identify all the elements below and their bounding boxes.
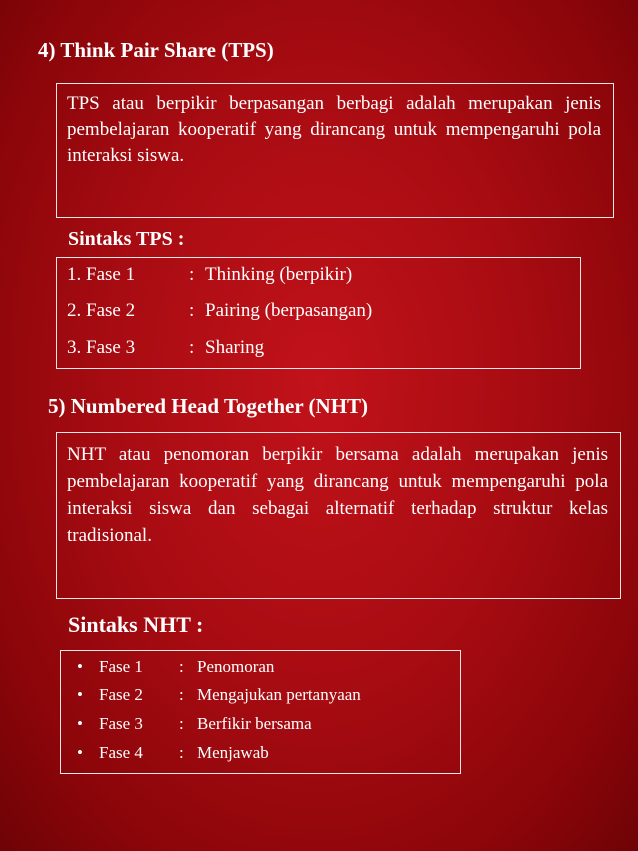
tps-phase-box [56,257,581,369]
bullet-icon: • [77,743,83,762]
tps-heading: 4) Think Pair Share (TPS) [38,38,274,62]
bullet-icon: • [77,685,83,704]
tps-definition-text: TPS atau berpikir berpasangan berbagi adalah merupakan jenis pembelajaran kooperatif yang dirancang untuk mempengaruhi pola interaksi siswa. [67,93,601,166]
tps-phase-desc: Pairing (berpasangan) [205,300,373,321]
tps-phase-sep: : [189,337,195,358]
nht-phase-box [60,650,461,774]
nht-phase-desc: Mengajukan pertanyaan [197,685,361,704]
nht-phase-sep: : [179,657,184,676]
nht-phase-sep: : [179,714,184,733]
tps-phase-label: 3. Fase 3 [67,337,136,358]
nht-phase-desc: Berfikir bersama [197,714,312,733]
tps-phase-label: 2. Fase 2 [67,300,136,321]
tps-syntax-title: Sintaks TPS : [68,228,185,250]
nht-phase-desc: Menjawab [197,743,269,762]
nht-phase-label: Fase 1 [99,657,143,676]
bullet-icon: • [77,657,83,676]
nht-phase-label: Fase 4 [99,743,143,762]
nht-heading: 5) Numbered Head Together (NHT) [48,394,369,418]
tps-phase-sep: : [189,264,195,285]
tps-definition-box [56,83,614,218]
nht-phase-sep: : [179,743,184,762]
nht-definition-box [56,432,621,599]
nht-phase-desc: Penomoran [197,657,275,676]
nht-phase-label: Fase 2 [99,685,143,704]
tps-phase-sep: : [189,300,195,321]
nht-syntax-title: Sintaks NHT : [68,612,204,637]
nht-definition-text: NHT atau penomoran berpikir bersama adalah merupakan jenis pembelajaran kooperatif yang dirancang untuk mempengaruhi pola interaksi siswa dan sebagai alternatif terhadap struktur kelas tradisional. [67,444,608,546]
nht-phase-label: Fase 3 [99,714,143,733]
bullet-icon: • [77,714,83,733]
nht-phase-sep: : [179,685,184,704]
tps-phase-desc: Thinking (berpikir) [205,264,353,285]
tps-phase-label: 1. Fase 1 [67,264,136,285]
tps-phase-desc: Sharing [205,337,265,358]
